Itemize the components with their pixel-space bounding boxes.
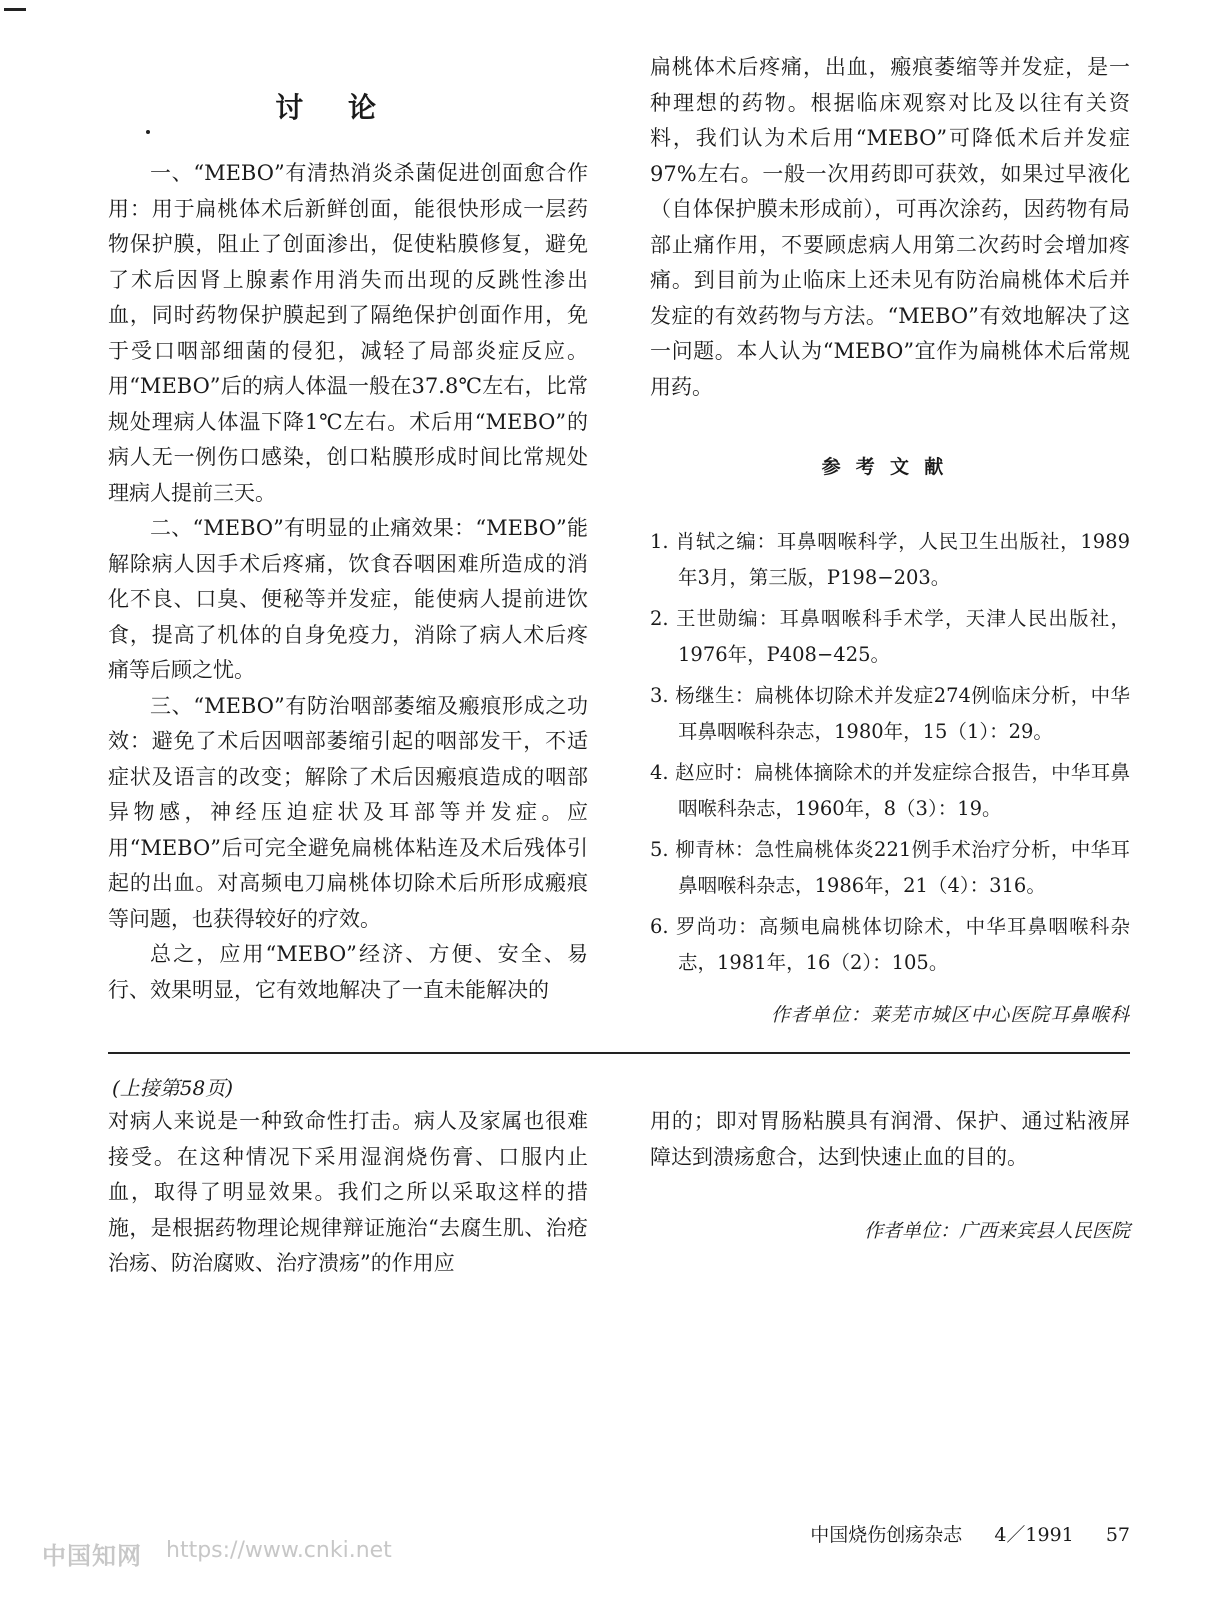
- paragraph-4: 总之，应用“MEBO”经济、方便、安全、易行、效果明显，它有效地解决了一直未能解决的: [108, 942, 588, 1002]
- scan-dot: [146, 130, 150, 134]
- reference-item: 6. 罗尚功：高频电扁桃体切除术，中华耳鼻咽喉科杂志，1981年，16（2）：105。: [650, 915, 1130, 974]
- scan-mark: [4, 8, 26, 11]
- bottom-left-text: 对病人来说是一种致命性打击。病人及家属也很难接受。在这种情况下采用湿润烧伤膏、口服内止血，取得了明显效果。我们之所以采取这样的措施，是根据药物理论规律辩证施治“去腐生肌、治疮治疡、防治腐败、治疗溃疡”的作用应: [108, 1109, 588, 1275]
- left-column: [108, 156, 588, 1008]
- page-footer: [784, 1520, 1130, 1547]
- section-divider: [108, 1052, 1130, 1054]
- journal-name: 中国烧伤创疡杂志: [810, 1524, 963, 1546]
- reference-item: 4. 赵应时：扁桃体摘除术的并发症综合报告，中华耳鼻咽喉科杂志，1960年，8（3）：19。: [650, 761, 1130, 820]
- author-unit-2: 作者单位：广西来宾县人民医院: [863, 1220, 1130, 1242]
- reference-item: 3. 杨继生：扁桃体切除术并发症274例临床分析，中华耳鼻咽喉科杂志，1980年，15（1）：29。: [650, 684, 1130, 743]
- page-number: 57: [1105, 1524, 1130, 1546]
- cnki-url: https://www.cnki.net: [166, 1538, 392, 1563]
- reference-item: 5. 柳青林：急性扁桃体炎221例手术治疗分析，中华耳鼻咽喉科杂志，1986年，21（4）：316。: [650, 838, 1130, 897]
- paragraph-3: 三、“MEBO”有防治咽部萎缩及瘢痕形成之功效：避免了术后因咽部萎缩引起的咽部发干，不适症状及语言的改变；解除了术后因瘢痕造成的咽部异物感，神经压迫症状及耳部等并发症。应用“MEBO”后可完全避免扁桃体粘连及术后残体引起的出血。对高频电刀扁桃体切除术后所形成瘢痕等问题，也获得较好的疗效。: [108, 693, 588, 931]
- bottom-right-text: 用的；即对胃肠粘膜具有润滑、保护、通过粘液屏障达到溃疡愈合，达到快速止血的目的。: [650, 1109, 1130, 1169]
- issue-number: 4／1991: [994, 1524, 1074, 1546]
- reference-item: 1. 肖轼之编：耳鼻咽喉科学，人民卫生出版社，1989年3月，第三版，P198−203。: [650, 530, 1130, 589]
- right-column: [650, 50, 1130, 405]
- references-list: [650, 524, 1130, 986]
- paragraph-1: 一、“MEBO”有清热消炎杀菌促进创面愈合作用：用于扁桃体术后新鲜创面，能很快形成一层药物保护膜，阻止了创面渗出，促使粘膜修复，避免了术后因肾上腺素作用消失而出现的反跳性渗出血，同时药物保护膜起到了隔绝保护创面作用，免于受口咽部细菌的侵犯，减轻了局部炎症反应。用“MEBO”后的病人体温一般在37.8℃左右，比常规处理病人体温下降1℃左右。术后用“MEBO”的病人无一例伤口感染，创口粘膜形成时间比常规处理病人提前三天。: [108, 161, 588, 505]
- section-heading: 讨论: [275, 91, 421, 124]
- continued-note: (上接第58页): [112, 1076, 234, 1100]
- paragraph-continued: 扁桃体术后疼痛，出血，瘢痕萎缩等并发症，是一种理想的药物。根据临床观察对比及以往有关资料，我们认为术后用“MEBO”可降低术后并发症97%左右。一般一次用药即可获效，如果过早液化（自体保护膜未形成前），可再次涂药，因药物有局部止痛作用，不要顾虑病人用第二次药时会增加疼痛。到目前为止临床上还未见有防治扁桃体术后并发症的有效药物与方法。“MEBO”有效地解决了这一问题。本人认为“MEBO”宜作为扁桃体术后常规用药。: [650, 55, 1130, 399]
- references-title: 参考文献: [821, 456, 959, 478]
- cnki-logo: 中国知网: [42, 1542, 142, 1570]
- reference-item: 2. 王世勋编：耳鼻咽喉科手术学，天津人民出版社，1976年，P408−425。: [650, 607, 1130, 666]
- author-unit: 作者单位：莱芜市城区中心医院耳鼻喉科: [770, 1004, 1130, 1026]
- paragraph-2: 二、“MEBO”有明显的止痛效果：“MEBO”能解除病人因手术后疼痛，饮食吞咽困难所造成的消化不良、口臭、便秘等并发症，能使病人提前进饮食，提高了机体的自身免疫力，消除了病人术后疼痛等后顾之忧。: [108, 516, 588, 682]
